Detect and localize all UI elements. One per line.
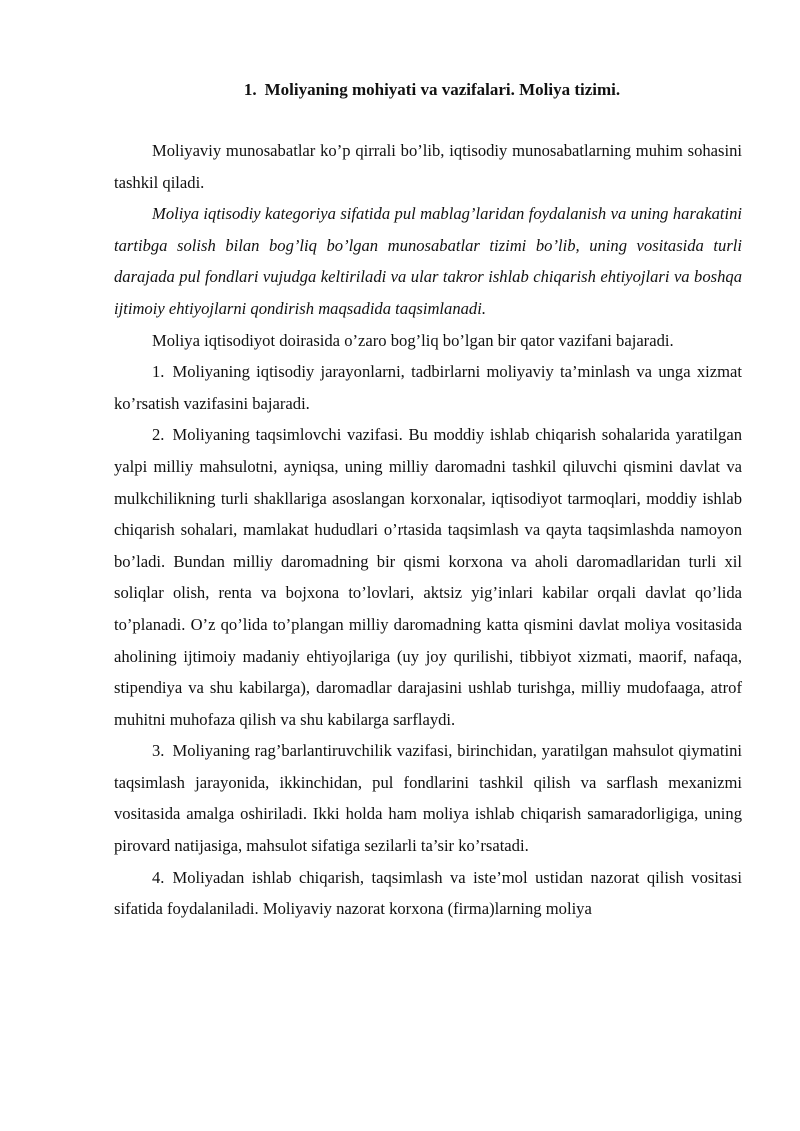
list-item-function-1 xyxy=(114,356,742,419)
section-number: 1. xyxy=(243,80,257,99)
paragraph-text: Moliya iqtisodiy kategoriya sifatida pul mablag’laridan foydalanish va uning harakatini tartibga solish bilan bog’liq bo’lgan munosabatlar tizimi bo’lib, uning vositasida turli darajada pul fondlari vujudga keltiriladi va ular takror ishlab chiqarish ehtiyojlari va boshqa ijtimoiy ehtiyojlarni qondirish maqsadida taqsimlanadi. xyxy=(114,204,742,318)
paragraph-functions-intro xyxy=(114,325,742,357)
paragraph-text: Moliyaning iqtisodiy jarayonlarni, tadbirlarni moliyaviy ta’minlash va unga xizmat ko’rsatish vazifasini bajaradi. xyxy=(114,362,742,413)
list-item-function-3 xyxy=(114,735,742,861)
paragraph-text: Moliyaviy munosabatlar ko’p qirrali bo’lib, iqtisodiy munosabatlarning muhim sohasini tashkil qiladi. xyxy=(114,141,742,192)
section-title: Moliyaning mohiyati va vazifalari. Moliya tizimi. xyxy=(264,80,621,99)
list-item-function-2 xyxy=(114,419,742,735)
list-number: 1. xyxy=(152,362,165,382)
paragraph-text: Moliya iqtisodiyot doirasida o’zaro bog’liq bo’lgan bir qator vazifani bajaradi. xyxy=(152,330,674,350)
paragraph-text: Moliyaning taqsimlovchi vazifasi. Bu moddiy ishlab chiqarish sohalarida yaratilgan yalpi milliy mahsulotni, ayniqsa, uning milliy daromadni tashkil qiluvchi qismini davlat va mulkchilikning turli shakllariga asoslangan korxonalar, iqtisodiyot tarmoqlari, moddiy ishlab chiqarish sohalari, mamlakat hududlari o’rtasida taqsimlash va qayta taqsimlashda namoyon bo’ladi. Bundan milliy daromadning bir qismi korxona va aholi daromadlaridan turli xil soliqlar olish, renta va bojxona to’lovlari, aktsiz yig’inlari kabilar orqali davlat qo’lida to’planadi. O’z qo’lida to’plangan milliy daromadning katta qismini davlat moliya vositasida aholining ijtimoiy madaniy ehtiyojlariga (uy joy qurilishi, tibbiyot xizmati, maorif, nafaqa, stipendiya va shu kabilarga), daromadlar darajasini ushlab turishga, milliy mudofaaga, atrof muhitni muhofaza qilish va shu kabilarga sarflaydi. xyxy=(114,425,742,729)
paragraph-definition xyxy=(114,198,742,324)
document-page xyxy=(114,70,742,925)
paragraph-intro xyxy=(114,135,742,198)
list-number: 4. xyxy=(152,867,165,887)
list-number: 2. xyxy=(152,425,165,445)
list-item-function-4 xyxy=(114,862,742,925)
paragraph-text: Moliyaning rag’barlantiruvchilik vazifasi, birinchidan, yaratilgan mahsulot qiymatini taqsimlash jarayonida, ikkinchidan, pul fondlarini tashkil qilish va sarflash mexanizmi vositasida amalga oshiriladi. Ikki holda ham moliya ishlab chiqarish samaradorligiga, uning pirovard natijasiga, mahsulot sifatiga sezilarli ta’sir ko’rsatadi. xyxy=(114,741,742,856)
list-number: 3. xyxy=(152,741,165,761)
section-heading xyxy=(114,78,742,102)
paragraph-text: Moliyadan ishlab chiqarish, taqsimlash va iste’mol ustidan nazorat qilish vositasi sifatida foydalaniladi. Moliyaviy nazorat korxona (firma)larning moliya xyxy=(114,867,742,919)
